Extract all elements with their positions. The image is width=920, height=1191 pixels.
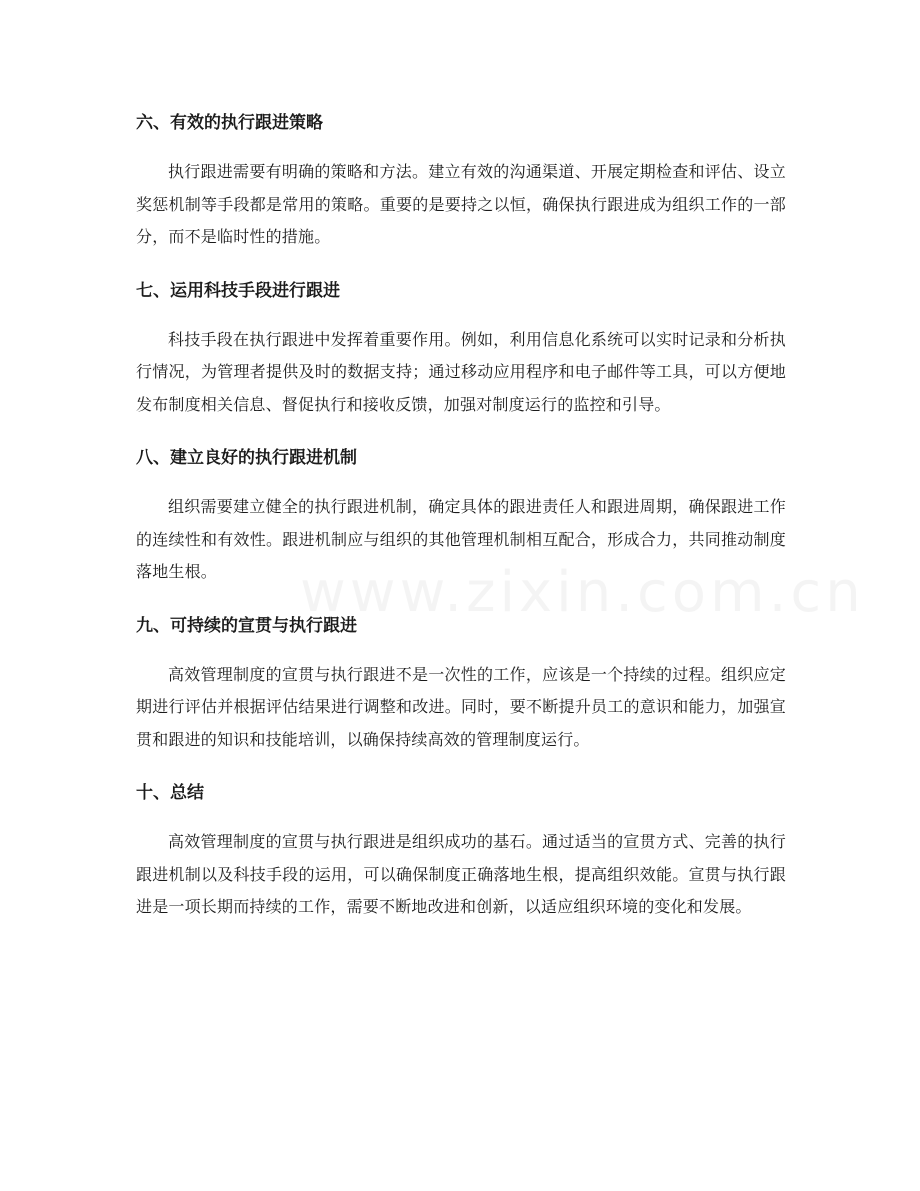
section-body-9: 高效管理制度的宣贯与执行跟进不是一次性的工作，应该是一个持续的过程。组织应定期进行评估并根据评估结果进行调整和改进。同时，要不断提升员工的意识和能力，加强宣贯和跟进的知识和技能培训，以确保持续高效的管理制度运行。 bbox=[136, 664, 786, 749]
section-heading-10: 十、总结 bbox=[136, 783, 204, 803]
section-body-8: 组织需要建立健全的执行跟进机制，确定具体的跟进责任人和跟进周期，确保跟进工作的连续性和有效性。跟进机制应与组织的其他管理机制相互配合，形成合力，共同推动制度落地生根。 bbox=[136, 497, 786, 581]
section-body-7: 科技手段在执行跟进中发挥着重要作用。例如，利用信息化系统可以实时记录和分析执行情况，为管理者提供及时的数据支持；通过移动应用程序和电子邮件等工具，可以方便地发布制度相关信息、督促执行和接收反馈，加强对制度运行的监控和引导。 bbox=[136, 329, 786, 414]
document-content bbox=[136, 108, 786, 946]
section-body-10: 高效管理制度的宣贯与执行跟进是组织成功的基石。通过适当的宣贯方式、完善的执行跟进机制以及科技手段的运用，可以确保制度正确落地生根，提高组织效能。宣贯与执行跟进是一项长期而持续的工作，需要不断地改进和创新，以适应组织环境的变化和发展。 bbox=[136, 832, 786, 916]
section-heading-8: 八、建立良好的执行跟进机制 bbox=[136, 448, 357, 468]
section-body-6: 执行跟进需要有明确的策略和方法。建立有效的沟通渠道、开展定期检查和评估、设立奖惩机制等手段都是常用的策略。重要的是要持之以恒，确保执行跟进成为组织工作的一部分，而不是临时性的措施。 bbox=[136, 162, 786, 246]
section-heading-6: 六、有效的执行跟进策略 bbox=[136, 113, 323, 133]
section-heading-7: 七、运用科技手段进行跟进 bbox=[136, 280, 340, 301]
section-heading-9: 九、可持续的宣贯与执行跟进 bbox=[136, 615, 357, 636]
